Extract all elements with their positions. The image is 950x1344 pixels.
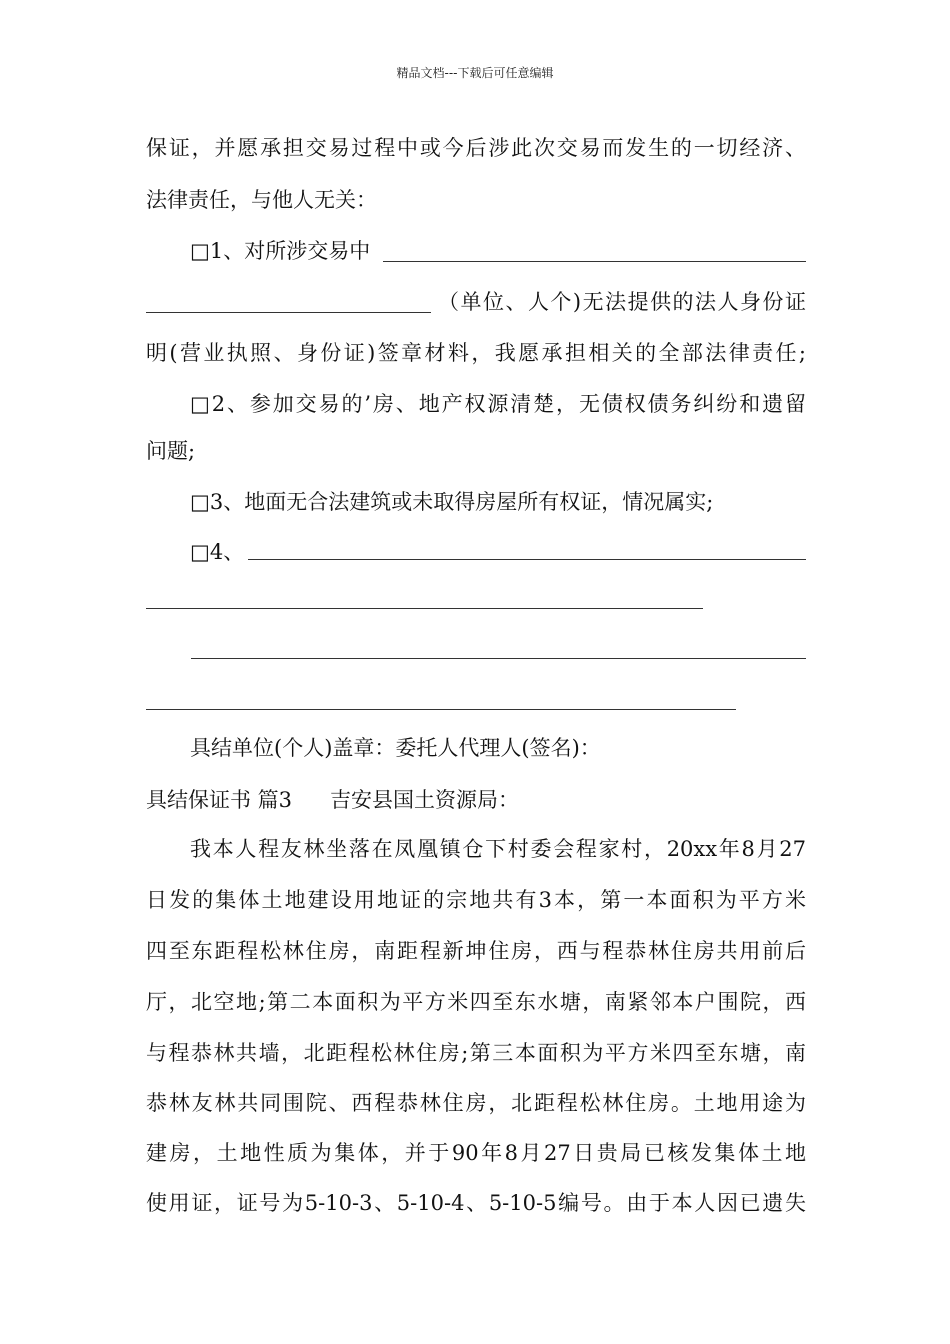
paragraph-line-6: 恭林友林共同围院、西程恭林住房，北距程松林住房。土地用途为	[146, 1091, 806, 1115]
item-4-blank-line[interactable]	[248, 559, 806, 560]
section-title-line	[146, 785, 806, 815]
item-4-blank-line-4[interactable]	[146, 709, 736, 710]
paragraph-line-5: 与程恭林共墙，北距程松林住房;第三本面积为平方米四至东塘，南	[146, 1041, 806, 1065]
item-1-checkbox-label: □1、对所涉交易中	[190, 239, 371, 263]
item-2-end-line: 问题;	[146, 439, 196, 463]
section-title: 具结保证书 篇3	[146, 788, 293, 812]
paragraph-line-7: 建房，土地性质为集体，并于90年8月27日贵局已核发集体土地	[146, 1141, 806, 1165]
item-3-line: □3、地面无合法建筑或未取得房屋所有权证，情况属实;	[190, 490, 714, 514]
item-1-blank-line-2[interactable]	[146, 312, 431, 313]
paragraph-line-8: 使用证，证号为5-10-3、5-10-4、5-10-5编号。由于本人因已遗失	[146, 1191, 806, 1215]
signature-line: 具结单位(个人)盖章：委托人代理人(签名)：	[190, 736, 601, 760]
body-line-1: 保证，并愿承担交易过程中或今后涉此次交易而发生的一切经济、	[146, 136, 806, 160]
body-line-2: 法律责任，与他人无关：	[146, 188, 377, 212]
item-1-end-line: 明(营业执照、身份证)签章材料，我愿承担相关的全部法律责任;	[146, 341, 806, 365]
item-4-line	[190, 537, 806, 567]
paragraph-line-3: 四至东距程松林住房，南距程新坤住房，西与程恭林住房共用前后	[146, 939, 806, 963]
item-1-continuation: （单位、人个)无法提供的法人身份证	[438, 290, 806, 314]
item-4-blank-line-2[interactable]	[146, 608, 703, 609]
item-2-line: □2、参加交易的’房、地产权源清楚，无债权债务纠纷和遗留	[190, 392, 806, 416]
item-4-checkbox-label: □4、	[190, 540, 245, 564]
paragraph-line-1: 我本人程友林坐落在凤凰镇仓下村委会程家村，20xx年8月27	[190, 837, 806, 861]
page-header: 精品文档---下载后可任意编辑	[396, 66, 554, 80]
item-1-blank-line[interactable]	[383, 261, 806, 262]
paragraph-line-2: 日发的集体土地建设用地证的宗地共有3本，第一本面积为平方米	[146, 888, 806, 912]
item-4-blank-line-3[interactable]	[191, 658, 806, 659]
addressee: 吉安县国土资源局：	[330, 788, 520, 812]
paragraph-line-4: 厅，北空地;第二本面积为平方米四至东水塘，南紧邻本户围院，西	[146, 990, 806, 1014]
